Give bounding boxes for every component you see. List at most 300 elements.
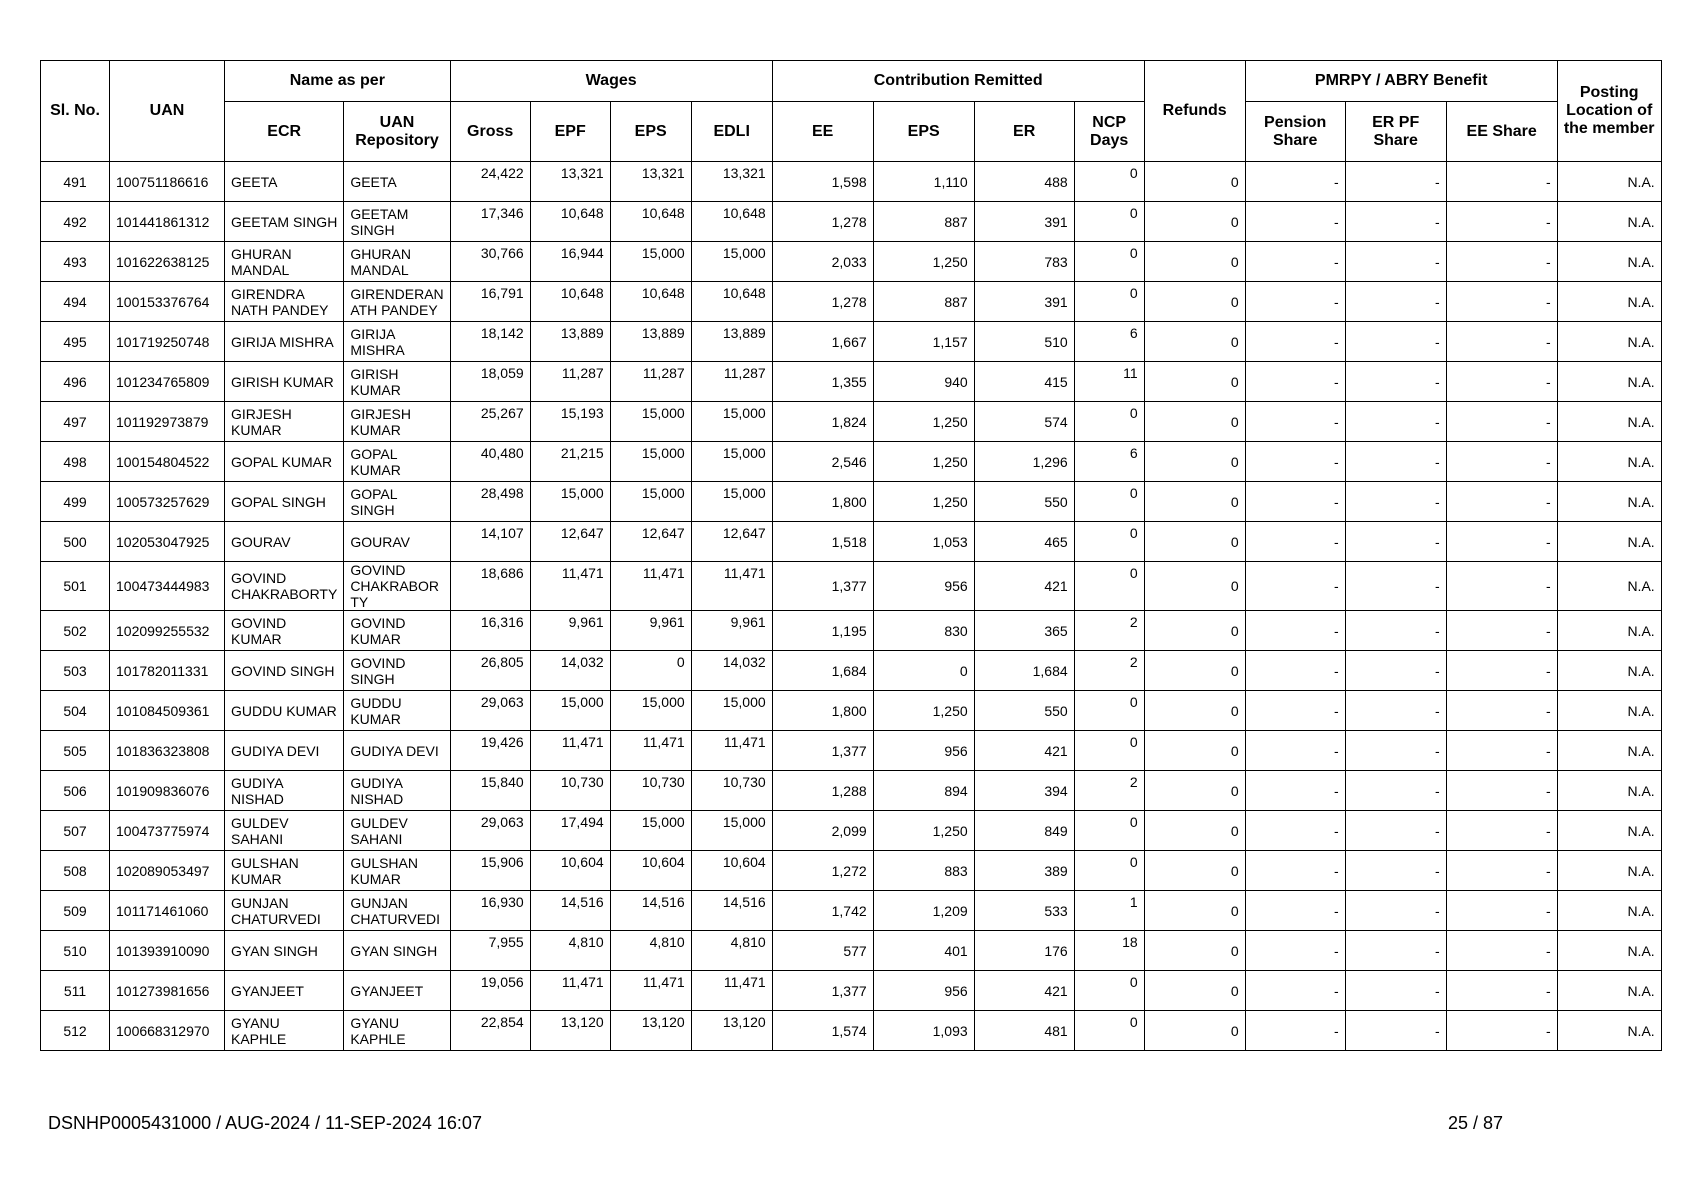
- cell-contribution-eps: 1,209: [873, 891, 974, 931]
- cell-contribution-eps: 1,093: [873, 1011, 974, 1051]
- cell-contribution-eps: 956: [873, 731, 974, 771]
- cell-pension-share: -: [1245, 562, 1345, 611]
- cell-er: 1,684: [974, 651, 1074, 691]
- cell-ee-share: -: [1446, 282, 1557, 322]
- cell-pension-share: -: [1245, 402, 1345, 442]
- cell-ncp-days: 0: [1074, 402, 1144, 442]
- cell-posting-location: N.A.: [1557, 282, 1661, 322]
- cell-uan-repository-name: GHURAN MANDAL: [344, 242, 450, 282]
- cell-epf: 11,471: [530, 971, 610, 1011]
- cell-pension-share: -: [1245, 202, 1345, 242]
- ecr-contribution-table: [40, 60, 1662, 1051]
- cell-contribution-eps: 956: [873, 562, 974, 611]
- cell-refunds: 0: [1144, 402, 1245, 442]
- table-row: [41, 1011, 1662, 1051]
- cell-er: 783: [974, 242, 1074, 282]
- cell-ee: 1,278: [772, 282, 873, 322]
- cell-ee-share: -: [1446, 242, 1557, 282]
- cell-epf: 15,000: [530, 482, 610, 522]
- cell-contribution-eps: 401: [873, 931, 974, 971]
- cell-gross: 28,498: [450, 482, 530, 522]
- cell-wages-eps: 15,000: [610, 442, 691, 482]
- cell-ee: 1,800: [772, 482, 873, 522]
- cell-ee: 1,684: [772, 651, 873, 691]
- cell-refunds: 0: [1144, 362, 1245, 402]
- cell-posting-location: N.A.: [1557, 322, 1661, 362]
- cell-uan: 101782011331: [110, 651, 225, 691]
- cell-refunds: 0: [1144, 162, 1245, 202]
- cell-wages-eps: 4,810: [610, 931, 691, 971]
- cell-sl-no: 510: [41, 931, 110, 971]
- cell-er: 465: [974, 522, 1074, 562]
- cell-uan-repository-name: GOURAV: [344, 522, 450, 562]
- cell-gross: 22,854: [450, 1011, 530, 1051]
- cell-ecr-name: GEETAM SINGH: [225, 202, 344, 242]
- cell-wages-eps: 13,321: [610, 162, 691, 202]
- cell-ecr-name: GYAN SINGH: [225, 931, 344, 971]
- cell-edli: 4,810: [691, 931, 772, 971]
- header-pension-share: Pension Share: [1245, 102, 1345, 162]
- cell-refunds: 0: [1144, 1011, 1245, 1051]
- cell-er: 533: [974, 891, 1074, 931]
- cell-gross: 30,766: [450, 242, 530, 282]
- cell-contribution-eps: 894: [873, 771, 974, 811]
- cell-refunds: 0: [1144, 611, 1245, 651]
- cell-uan-repository-name: GOVIND SINGH: [344, 651, 450, 691]
- cell-uan: 101171461060: [110, 891, 225, 931]
- cell-ncp-days: 0: [1074, 1011, 1144, 1051]
- cell-epf: 14,032: [530, 651, 610, 691]
- cell-wages-eps: 15,000: [610, 482, 691, 522]
- header-wages: Wages: [450, 61, 772, 102]
- cell-ecr-name: GIRISH KUMAR: [225, 362, 344, 402]
- cell-pension-share: -: [1245, 442, 1345, 482]
- cell-epf: 11,471: [530, 731, 610, 771]
- cell-epf: 13,120: [530, 1011, 610, 1051]
- cell-edli: 12,647: [691, 522, 772, 562]
- cell-pension-share: -: [1245, 731, 1345, 771]
- table-row: [41, 442, 1662, 482]
- cell-contribution-eps: 1,250: [873, 402, 974, 442]
- cell-ecr-name: GIRENDRA NATH PANDEY: [225, 282, 344, 322]
- cell-gross: 29,063: [450, 811, 530, 851]
- header-wages-eps: EPS: [610, 102, 691, 162]
- table-row: [41, 971, 1662, 1011]
- cell-ncp-days: 0: [1074, 691, 1144, 731]
- cell-er: 550: [974, 691, 1074, 731]
- cell-er-pf-share: -: [1345, 731, 1446, 771]
- cell-ncp-days: 18: [1074, 931, 1144, 971]
- cell-edli: 10,648: [691, 282, 772, 322]
- cell-er-pf-share: -: [1345, 322, 1446, 362]
- cell-ncp-days: 0: [1074, 971, 1144, 1011]
- cell-uan-repository-name: GUDIYA DEVI: [344, 731, 450, 771]
- cell-ncp-days: 0: [1074, 242, 1144, 282]
- cell-edli: 10,604: [691, 851, 772, 891]
- cell-ncp-days: 0: [1074, 562, 1144, 611]
- cell-sl-no: 491: [41, 162, 110, 202]
- cell-posting-location: N.A.: [1557, 482, 1661, 522]
- cell-er-pf-share: -: [1345, 611, 1446, 651]
- cell-uan: 101441861312: [110, 202, 225, 242]
- cell-gross: 16,316: [450, 611, 530, 651]
- cell-sl-no: 505: [41, 731, 110, 771]
- cell-uan: 100573257629: [110, 482, 225, 522]
- cell-contribution-eps: 887: [873, 282, 974, 322]
- cell-ncp-days: 0: [1074, 731, 1144, 771]
- cell-posting-location: N.A.: [1557, 242, 1661, 282]
- cell-ncp-days: 0: [1074, 482, 1144, 522]
- cell-gross: 17,346: [450, 202, 530, 242]
- cell-ecr-name: GUDIYA NISHAD: [225, 771, 344, 811]
- cell-er-pf-share: -: [1345, 202, 1446, 242]
- cell-pension-share: -: [1245, 322, 1345, 362]
- cell-ecr-name: GOVIND CHAKRABORTY: [225, 562, 344, 611]
- cell-ncp-days: 0: [1074, 282, 1144, 322]
- cell-edli: 11,471: [691, 731, 772, 771]
- cell-contribution-eps: 1,053: [873, 522, 974, 562]
- cell-uan: 102089053497: [110, 851, 225, 891]
- cell-uan-repository-name: GOPAL KUMAR: [344, 442, 450, 482]
- cell-pension-share: -: [1245, 282, 1345, 322]
- cell-er-pf-share: -: [1345, 771, 1446, 811]
- cell-gross: 26,805: [450, 651, 530, 691]
- cell-uan-repository-name: GULSHAN KUMAR: [344, 851, 450, 891]
- cell-sl-no: 501: [41, 562, 110, 611]
- cell-sl-no: 492: [41, 202, 110, 242]
- cell-refunds: 0: [1144, 482, 1245, 522]
- cell-epf: 11,287: [530, 362, 610, 402]
- table-row: [41, 522, 1662, 562]
- cell-ee-share: -: [1446, 851, 1557, 891]
- cell-ee: 2,099: [772, 811, 873, 851]
- cell-edli: 11,471: [691, 562, 772, 611]
- cell-contribution-eps: 1,250: [873, 442, 974, 482]
- cell-uan: 100153376764: [110, 282, 225, 322]
- cell-gross: 18,059: [450, 362, 530, 402]
- cell-ecr-name: GUNJAN CHATURVEDI: [225, 891, 344, 931]
- cell-edli: 15,000: [691, 242, 772, 282]
- cell-ncp-days: 0: [1074, 162, 1144, 202]
- cell-pension-share: -: [1245, 362, 1345, 402]
- cell-ee-share: -: [1446, 322, 1557, 362]
- cell-epf: 16,944: [530, 242, 610, 282]
- cell-gross: 24,422: [450, 162, 530, 202]
- cell-contribution-eps: 1,250: [873, 482, 974, 522]
- cell-ee: 1,272: [772, 851, 873, 891]
- cell-ecr-name: GULDEV SAHANI: [225, 811, 344, 851]
- cell-uan: 100473444983: [110, 562, 225, 611]
- table-row: [41, 931, 1662, 971]
- cell-epf: 13,321: [530, 162, 610, 202]
- cell-er-pf-share: -: [1345, 442, 1446, 482]
- table-row: [41, 322, 1662, 362]
- cell-refunds: 0: [1144, 322, 1245, 362]
- cell-sl-no: 498: [41, 442, 110, 482]
- cell-epf: 17,494: [530, 811, 610, 851]
- cell-pension-share: -: [1245, 811, 1345, 851]
- cell-refunds: 0: [1144, 691, 1245, 731]
- cell-edli: 15,000: [691, 482, 772, 522]
- cell-posting-location: N.A.: [1557, 851, 1661, 891]
- header-contribution-remitted: Contribution Remitted: [772, 61, 1144, 102]
- cell-gross: 15,906: [450, 851, 530, 891]
- cell-edli: 11,287: [691, 362, 772, 402]
- cell-ee-share: -: [1446, 931, 1557, 971]
- cell-er-pf-share: -: [1345, 971, 1446, 1011]
- cell-contribution-eps: 0: [873, 651, 974, 691]
- cell-contribution-eps: 1,157: [873, 322, 974, 362]
- cell-refunds: 0: [1144, 562, 1245, 611]
- cell-epf: 12,647: [530, 522, 610, 562]
- cell-posting-location: N.A.: [1557, 891, 1661, 931]
- cell-er-pf-share: -: [1345, 691, 1446, 731]
- cell-er: 391: [974, 282, 1074, 322]
- cell-uan: 101234765809: [110, 362, 225, 402]
- header-sl-no: Sl. No.: [41, 61, 110, 162]
- cell-uan: 101393910090: [110, 931, 225, 971]
- cell-posting-location: N.A.: [1557, 971, 1661, 1011]
- cell-ee: 2,033: [772, 242, 873, 282]
- cell-wages-eps: 10,730: [610, 771, 691, 811]
- cell-ee-share: -: [1446, 811, 1557, 851]
- cell-pension-share: -: [1245, 522, 1345, 562]
- cell-uan: 101622638125: [110, 242, 225, 282]
- cell-pension-share: -: [1245, 611, 1345, 651]
- cell-sl-no: 496: [41, 362, 110, 402]
- table-header: [41, 61, 1662, 162]
- cell-edli: 11,471: [691, 971, 772, 1011]
- cell-ncp-days: 2: [1074, 771, 1144, 811]
- cell-edli: 13,120: [691, 1011, 772, 1051]
- header-contribution-eps: EPS: [873, 102, 974, 162]
- cell-refunds: 0: [1144, 931, 1245, 971]
- cell-ee-share: -: [1446, 362, 1557, 402]
- table-row: [41, 651, 1662, 691]
- cell-uan-repository-name: GIRJESH KUMAR: [344, 402, 450, 442]
- cell-ee: 1,278: [772, 202, 873, 242]
- cell-ee-share: -: [1446, 731, 1557, 771]
- cell-ecr-name: GUDIYA DEVI: [225, 731, 344, 771]
- cell-er: 389: [974, 851, 1074, 891]
- cell-contribution-eps: 1,250: [873, 242, 974, 282]
- cell-er-pf-share: -: [1345, 651, 1446, 691]
- cell-ecr-name: GUDDU KUMAR: [225, 691, 344, 731]
- cell-uan: 101192973879: [110, 402, 225, 442]
- cell-er-pf-share: -: [1345, 931, 1446, 971]
- cell-ecr-name: GOVIND SINGH: [225, 651, 344, 691]
- cell-er-pf-share: -: [1345, 522, 1446, 562]
- cell-sl-no: 503: [41, 651, 110, 691]
- cell-wages-eps: 13,120: [610, 1011, 691, 1051]
- cell-epf: 10,648: [530, 282, 610, 322]
- cell-refunds: 0: [1144, 971, 1245, 1011]
- cell-ee: 1,824: [772, 402, 873, 442]
- cell-sl-no: 504: [41, 691, 110, 731]
- cell-ecr-name: GULSHAN KUMAR: [225, 851, 344, 891]
- cell-pension-share: -: [1245, 691, 1345, 731]
- table-row: [41, 242, 1662, 282]
- header-ee-share: EE Share: [1446, 102, 1557, 162]
- table-row: [41, 402, 1662, 442]
- cell-ee: 1,377: [772, 562, 873, 611]
- cell-wages-eps: 14,516: [610, 891, 691, 931]
- cell-pension-share: -: [1245, 971, 1345, 1011]
- cell-epf: 13,889: [530, 322, 610, 362]
- cell-wages-eps: 10,648: [610, 282, 691, 322]
- cell-epf: 15,000: [530, 691, 610, 731]
- table-row: [41, 851, 1662, 891]
- cell-ecr-name: GHURAN MANDAL: [225, 242, 344, 282]
- cell-wages-eps: 12,647: [610, 522, 691, 562]
- cell-er: 1,296: [974, 442, 1074, 482]
- cell-er: 481: [974, 1011, 1074, 1051]
- cell-contribution-eps: 1,250: [873, 691, 974, 731]
- cell-wages-eps: 15,000: [610, 242, 691, 282]
- cell-sl-no: 495: [41, 322, 110, 362]
- cell-sl-no: 494: [41, 282, 110, 322]
- cell-posting-location: N.A.: [1557, 202, 1661, 242]
- cell-ecr-name: GOVIND KUMAR: [225, 611, 344, 651]
- cell-sl-no: 511: [41, 971, 110, 1011]
- cell-ecr-name: GOURAV: [225, 522, 344, 562]
- cell-er: 391: [974, 202, 1074, 242]
- cell-ee-share: -: [1446, 691, 1557, 731]
- header-uan-repository: UAN Repository: [344, 102, 450, 162]
- cell-uan-repository-name: GOVIND KUMAR: [344, 611, 450, 651]
- cell-er-pf-share: -: [1345, 482, 1446, 522]
- cell-er: 365: [974, 611, 1074, 651]
- table-row: [41, 482, 1662, 522]
- cell-refunds: 0: [1144, 522, 1245, 562]
- cell-edli: 15,000: [691, 691, 772, 731]
- cell-posting-location: N.A.: [1557, 731, 1661, 771]
- cell-ecr-name: GIRJESH KUMAR: [225, 402, 344, 442]
- cell-contribution-eps: 940: [873, 362, 974, 402]
- table-row: [41, 611, 1662, 651]
- table-row: [41, 562, 1662, 611]
- cell-ee: 1,195: [772, 611, 873, 651]
- cell-ee-share: -: [1446, 891, 1557, 931]
- cell-ee: 1,518: [772, 522, 873, 562]
- cell-posting-location: N.A.: [1557, 1011, 1661, 1051]
- header-uan: UAN: [110, 61, 225, 162]
- cell-uan: 101836323808: [110, 731, 225, 771]
- cell-pension-share: -: [1245, 242, 1345, 282]
- cell-posting-location: N.A.: [1557, 691, 1661, 731]
- cell-uan: 102053047925: [110, 522, 225, 562]
- cell-edli: 9,961: [691, 611, 772, 651]
- cell-sl-no: 500: [41, 522, 110, 562]
- cell-ee: 1,288: [772, 771, 873, 811]
- cell-er-pf-share: -: [1345, 811, 1446, 851]
- cell-edli: 15,000: [691, 402, 772, 442]
- cell-edli: 10,648: [691, 202, 772, 242]
- cell-contribution-eps: 883: [873, 851, 974, 891]
- cell-gross: 19,426: [450, 731, 530, 771]
- cell-ncp-days: 6: [1074, 322, 1144, 362]
- cell-wages-eps: 11,471: [610, 562, 691, 611]
- cell-contribution-eps: 887: [873, 202, 974, 242]
- cell-pension-share: -: [1245, 482, 1345, 522]
- cell-gross: 16,930: [450, 891, 530, 931]
- cell-uan: 102099255532: [110, 611, 225, 651]
- cell-er: 421: [974, 562, 1074, 611]
- page-number: 25 / 87: [1448, 1113, 1504, 1133]
- cell-refunds: 0: [1144, 282, 1245, 322]
- cell-sl-no: 508: [41, 851, 110, 891]
- cell-er: 415: [974, 362, 1074, 402]
- cell-posting-location: N.A.: [1557, 442, 1661, 482]
- cell-ee-share: -: [1446, 611, 1557, 651]
- cell-ncp-days: 0: [1074, 522, 1144, 562]
- cell-ee-share: -: [1446, 442, 1557, 482]
- cell-pension-share: -: [1245, 1011, 1345, 1051]
- cell-uan: 100473775974: [110, 811, 225, 851]
- cell-sl-no: 497: [41, 402, 110, 442]
- cell-ncp-days: 0: [1074, 811, 1144, 851]
- table-row: [41, 362, 1662, 402]
- cell-wages-eps: 15,000: [610, 402, 691, 442]
- cell-epf: 9,961: [530, 611, 610, 651]
- cell-ee: 1,355: [772, 362, 873, 402]
- table-row: [41, 691, 1662, 731]
- cell-edli: 15,000: [691, 811, 772, 851]
- cell-er: 488: [974, 162, 1074, 202]
- header-ee: EE: [772, 102, 873, 162]
- cell-ecr-name: GEETA: [225, 162, 344, 202]
- cell-posting-location: N.A.: [1557, 611, 1661, 651]
- cell-uan: 100668312970: [110, 1011, 225, 1051]
- cell-epf: 11,471: [530, 562, 610, 611]
- cell-posting-location: N.A.: [1557, 771, 1661, 811]
- cell-sl-no: 499: [41, 482, 110, 522]
- cell-ecr-name: GYANU KAPHLE: [225, 1011, 344, 1051]
- header-er: ER: [974, 102, 1074, 162]
- cell-gross: 16,791: [450, 282, 530, 322]
- cell-ee: 1,574: [772, 1011, 873, 1051]
- header-refunds: Refunds: [1144, 61, 1245, 162]
- cell-er: 510: [974, 322, 1074, 362]
- table-row: [41, 891, 1662, 931]
- cell-sl-no: 502: [41, 611, 110, 651]
- cell-gross: 15,840: [450, 771, 530, 811]
- header-posting-location: Posting Location of the member: [1557, 61, 1661, 162]
- cell-posting-location: N.A.: [1557, 811, 1661, 851]
- cell-er-pf-share: -: [1345, 891, 1446, 931]
- cell-refunds: 0: [1144, 891, 1245, 931]
- cell-ncp-days: 0: [1074, 202, 1144, 242]
- cell-ncp-days: 0: [1074, 851, 1144, 891]
- cell-er: 394: [974, 771, 1074, 811]
- cell-epf: 10,604: [530, 851, 610, 891]
- cell-ee: 1,377: [772, 971, 873, 1011]
- cell-uan: 101909836076: [110, 771, 225, 811]
- table-body: [41, 162, 1662, 1051]
- cell-posting-location: N.A.: [1557, 162, 1661, 202]
- cell-contribution-eps: 830: [873, 611, 974, 651]
- cell-gross: 14,107: [450, 522, 530, 562]
- cell-gross: 18,686: [450, 562, 530, 611]
- cell-er-pf-share: -: [1345, 242, 1446, 282]
- cell-er-pf-share: -: [1345, 362, 1446, 402]
- cell-refunds: 0: [1144, 651, 1245, 691]
- cell-ee-share: -: [1446, 971, 1557, 1011]
- cell-wages-eps: 11,287: [610, 362, 691, 402]
- cell-wages-eps: 13,889: [610, 322, 691, 362]
- cell-uan-repository-name: GYANU KAPHLE: [344, 1011, 450, 1051]
- table-row: [41, 162, 1662, 202]
